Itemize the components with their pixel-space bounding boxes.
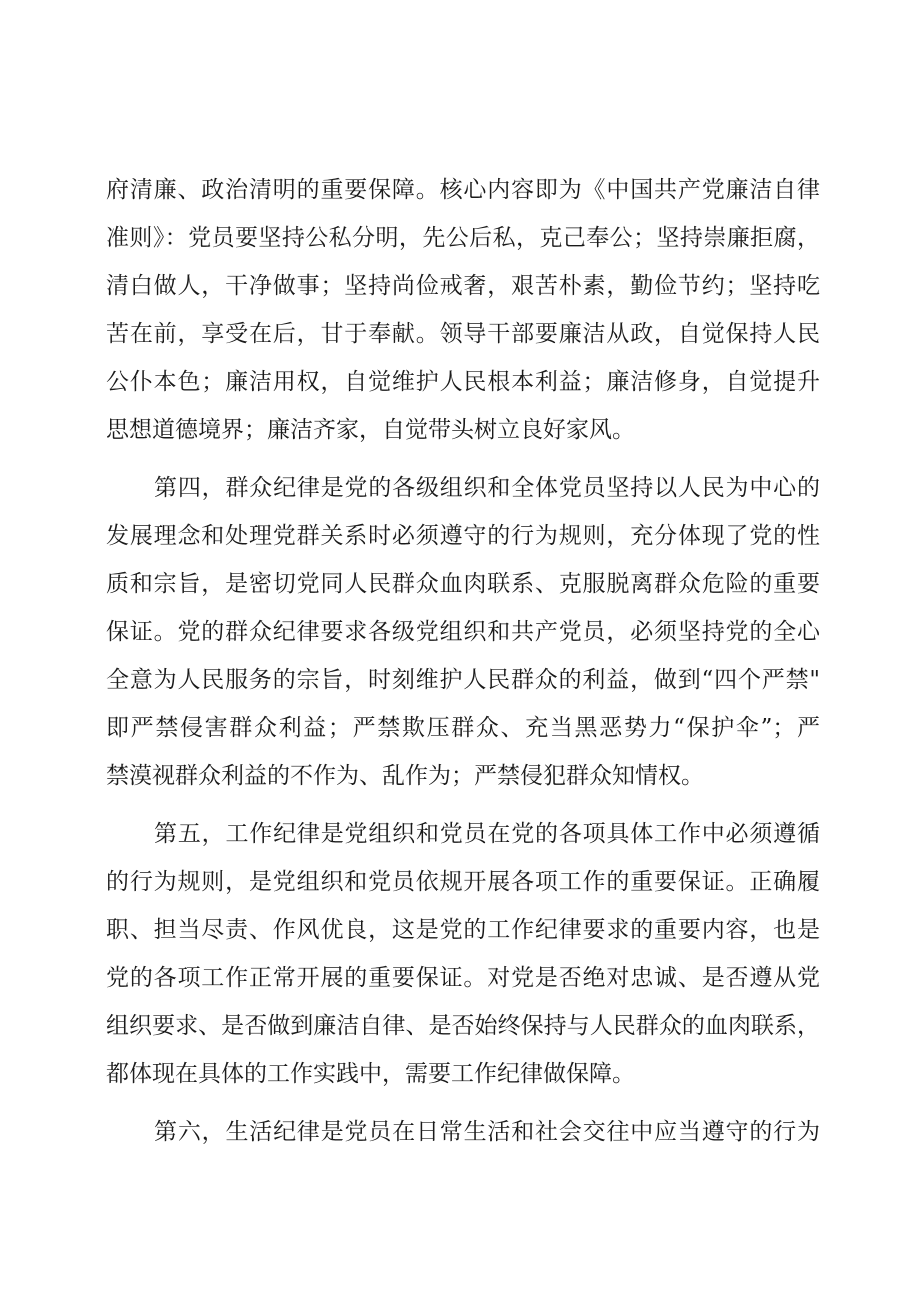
text-line: 发展理念和处理党群关系时必须遵守的行为规则，充分体现了党的性 xyxy=(106,523,820,549)
text-line: 职、担当尽责、作风优良，这是党的工作纪律要求的重要内容，也是 xyxy=(106,917,820,943)
text-line: 清白做人，干净做事；坚持尚俭戒奢，艰苦朴素，勤俭节约；坚持吃 xyxy=(106,273,820,299)
text-line: 质和宗旨，是密切党同人民群众血肉联系、克服脱离群众危险的重要 xyxy=(106,571,820,597)
paragraph-gap xyxy=(106,454,820,464)
paragraph-gap xyxy=(106,1098,820,1108)
text-line: 苦在前，享受在后，甘于奉献。领导干部要廉洁从政，自觉保持人民 xyxy=(106,321,820,347)
text-line: 思想道德境界；廉洁齐家，自觉带头树立良好家风。 xyxy=(106,417,635,443)
text-line: 第五，工作纪律是党组织和党员在党的各项具体工作中必须遵循 xyxy=(154,821,820,847)
paragraph-sixth xyxy=(106,1108,820,1156)
text-line: 准则》：党员要坚持公私分明，先公后私，克己奉公；坚持崇廉拒腐， xyxy=(106,225,820,251)
paragraph-fourth xyxy=(106,464,820,800)
document-body xyxy=(106,166,820,1156)
text-line: 府清廉、政治清明的重要保障。核心内容即为《中国共产党廉洁自律 xyxy=(106,177,820,203)
text-line: 第六，生活纪律是党员在日常生活和社会交往中应当遵守的行为 xyxy=(154,1119,820,1145)
text-line: 都体现在具体的工作实践中，需要工作纪律做保障。 xyxy=(106,1061,635,1087)
text-line: 全意为人民服务的宗旨，时刻维护人民群众的利益，做到“四个严禁" xyxy=(106,667,820,693)
text-line: 即严禁侵害群众利益；严禁欺压群众、充当黑恶势力“保护伞”；严 xyxy=(106,715,820,741)
text-line: 公仆本色；廉洁用权，自觉维护人民根本利益；廉洁修身，自觉提升 xyxy=(106,369,820,395)
text-line: 第四，群众纪律是党的各级组织和全体党员坚持以人民为中心的 xyxy=(154,475,820,501)
paragraph-fifth xyxy=(106,810,820,1098)
text-line: 党的各项工作正常开展的重要保证。对党是否绝对忠诚、是否遵从党 xyxy=(106,965,820,991)
text-line: 禁漠视群众利益的不作为、乱作为；严禁侵犯群众知情权。 xyxy=(106,763,704,789)
text-line: 保证。党的群众纪律要求各级党组织和共产党员，必须坚持党的全心 xyxy=(106,619,820,645)
text-line: 组织要求、是否做到廉洁自律、是否始终保持与人民群众的血肉联系， xyxy=(106,1013,820,1039)
paragraph-continuation xyxy=(106,166,820,454)
text-line: 的行为规则，是党组织和党员依规开展各项工作的重要保证。正确履 xyxy=(106,869,820,895)
paragraph-gap xyxy=(106,800,820,810)
